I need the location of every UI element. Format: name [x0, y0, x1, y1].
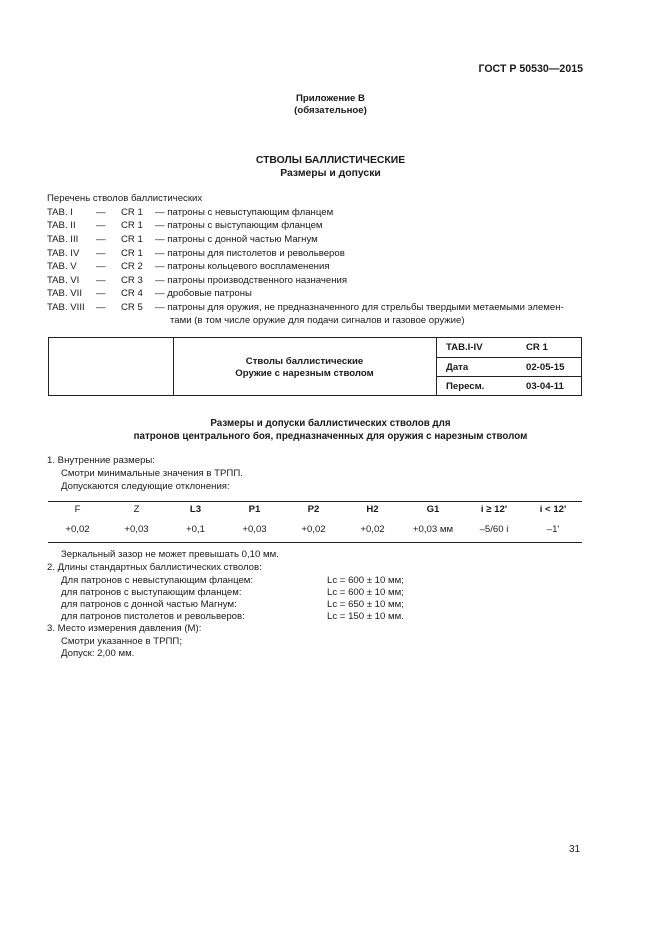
table-top-rule	[48, 501, 582, 502]
list-item-cr: CR 1	[121, 234, 143, 245]
list-item-dash: —	[96, 207, 106, 218]
list-item-cr: CR 2	[121, 261, 143, 272]
list-item-cr: CR 1	[121, 207, 143, 218]
header-table-value: CR 1	[526, 342, 548, 353]
section-heading	[0, 154, 661, 180]
list-item-desc: — патроны с донной частью Магнум	[155, 234, 318, 245]
item2-row-value: Lc = 650 ± 10 мм;	[327, 599, 404, 610]
tol-value: +0,03	[124, 524, 149, 535]
item2-row-value: Lc = 600 ± 10 мм;	[327, 587, 404, 598]
tol-header: i ≥ 12'	[480, 504, 508, 515]
barrel-list-heading: Перечень стволов баллистических	[47, 193, 203, 204]
list-item-desc: — патроны для оружия, не предназначенного для стрельбы твердыми метаемыми элемен-	[155, 302, 564, 313]
table-divider	[436, 376, 581, 377]
list-item-cr: CR 3	[121, 275, 143, 286]
list-item-tab: TAB. VII	[47, 288, 83, 299]
item2-title: 2. Длины стандартных баллистических стволов:	[47, 562, 262, 573]
tol-value: +0,03	[242, 524, 267, 535]
header-table-label: TAB.I-IV	[446, 342, 483, 353]
header-table-label: Пересм.	[446, 381, 485, 392]
tol-value: +0,02	[360, 524, 385, 535]
list-item-tab: TAB. V	[47, 261, 77, 272]
list-item-desc: — патроны для пистолетов и револьверов	[155, 248, 345, 259]
tol-header: L3	[189, 504, 202, 515]
list-item-dash: —	[96, 234, 106, 245]
header-table-title	[173, 356, 436, 380]
list-item-desc: — патроны с выступающим фланцем	[155, 220, 323, 231]
subsection-heading	[0, 417, 661, 443]
list-item-desc: — патроны с невыступающим фланцем	[155, 207, 334, 218]
section-subtitle: Размеры и допуски	[280, 168, 381, 179]
table-divider	[436, 357, 581, 358]
item3-text-1: Смотри указанное в ТРПП;	[61, 636, 182, 647]
item1-title: 1. Внутренние размеры:	[47, 455, 155, 466]
mirror-gap-note: Зеркальный зазор не может превышать 0,10 мм.	[61, 549, 279, 560]
item2-row-label: для патронов пистолетов и револьверов:	[61, 611, 245, 622]
item2-row-value: Lc = 600 ± 10 мм;	[327, 575, 404, 586]
tol-header: H2	[366, 504, 379, 515]
tol-value: –1'	[546, 524, 560, 535]
header-table-title-2: Оружие с нарезным стволом	[235, 368, 374, 379]
section-title: СТВОЛЫ БАЛЛИСТИЧЕСКИЕ	[255, 155, 406, 166]
tol-header: P2	[307, 504, 320, 515]
list-item-cr: CR 1	[121, 248, 143, 259]
appendix-title: Приложение В	[296, 93, 365, 104]
list-item-dash: —	[96, 261, 106, 272]
tol-value: +0,02	[301, 524, 326, 535]
list-item-dash: —	[96, 288, 106, 299]
tol-value: +0,03 мм	[412, 524, 454, 535]
tol-value: +0,1	[186, 524, 205, 535]
list-item-tab: TAB. III	[47, 234, 79, 245]
header-table-label: Дата	[446, 362, 469, 373]
table-divider	[436, 338, 437, 395]
list-item-tab: TAB. VIII	[47, 302, 85, 313]
table-bottom-rule	[48, 542, 582, 543]
header-table	[48, 337, 582, 396]
appendix-status: (обязательное)	[294, 105, 367, 116]
list-item-dash: —	[96, 302, 106, 313]
list-item-dash: —	[96, 220, 106, 231]
item2-row-label: для патронов с выступающим фланцем:	[61, 587, 242, 598]
item2-row-label: для патронов с донной частью Магнум:	[61, 599, 237, 610]
list-item-tab: TAB. I	[47, 207, 73, 218]
list-item-desc: — патроны производственного назначения	[155, 275, 348, 286]
list-item-dash: —	[96, 248, 106, 259]
item2-row-value: Lc = 150 ± 10 мм.	[327, 611, 404, 622]
subsection-line-2: патронов центрального боя, предназначенных для оружия с нарезным стволом	[133, 431, 528, 442]
page-number: 31	[569, 844, 581, 855]
doc-code: ГОСТ Р 50530—2015	[478, 63, 583, 75]
list-item-tab: TAB. IV	[47, 248, 80, 259]
list-item-dash: —	[96, 275, 106, 286]
item3-text-2: Допуск: 2,00 мм.	[61, 648, 135, 659]
tol-header: G1	[426, 504, 440, 515]
tol-value: –5/60 i	[479, 524, 509, 535]
list-item-tab: TAB. II	[47, 220, 76, 231]
item3-title: 3. Место измерения давления (М):	[47, 623, 202, 634]
appendix-heading	[0, 93, 661, 117]
header-table-title-1: Стволы баллистические	[245, 356, 364, 367]
item1-text-1: Смотри минимальные значения в ТРПП.	[61, 468, 243, 479]
tol-header: Z	[133, 504, 140, 515]
header-table-value: 03-04-11	[526, 381, 564, 392]
tol-header: P1	[248, 504, 261, 515]
tol-header: i < 12'	[539, 504, 567, 515]
list-item-tab: TAB. VI	[47, 275, 80, 286]
subsection-line-1: Размеры и допуски баллистических стволов для	[210, 418, 451, 429]
list-item-cr: CR 1	[121, 220, 143, 231]
item2-row-label: Для патронов с невыступающим фланцем:	[61, 575, 254, 586]
list-item-cr: CR 4	[121, 288, 143, 299]
list-item-desc: — дробовые патроны	[155, 288, 252, 299]
list-item-desc: — патроны кольцевого воспламенения	[155, 261, 330, 272]
header-table-value: 02-05-15	[526, 362, 565, 373]
item1-text-2: Допускаются следующие отклонения:	[61, 481, 230, 492]
list-item-cr: CR 5	[121, 302, 143, 313]
tol-header: F	[74, 504, 81, 515]
tol-value: +0,02	[65, 524, 90, 535]
list-item-desc-cont: тами (в том числе оружие для подачи сигналов и газовое оружие)	[170, 315, 465, 326]
